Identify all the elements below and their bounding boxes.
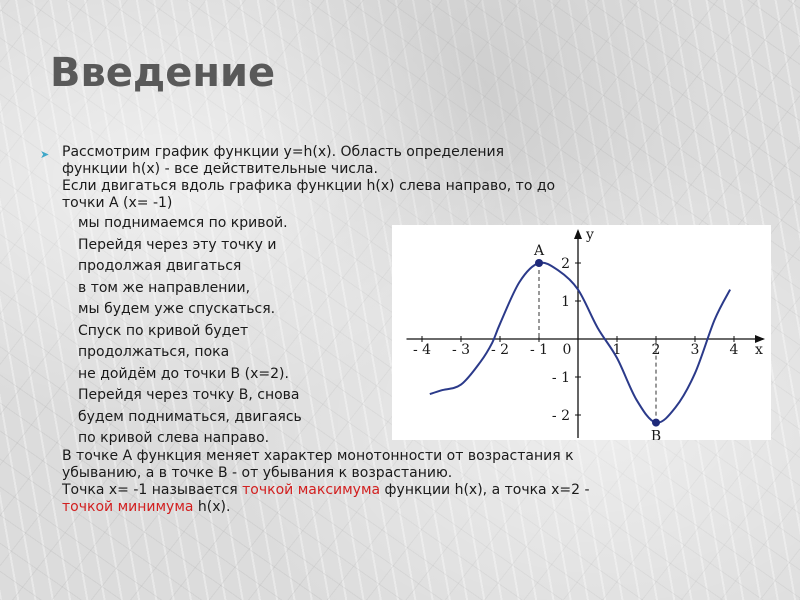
extremum-point (652, 419, 660, 427)
function-graph-svg (392, 225, 771, 440)
x-tick-label: - 4 (412, 342, 432, 358)
point-label: B (650, 428, 662, 440)
x-tick-label: 2 (651, 342, 661, 358)
x-axis-label: x (755, 342, 763, 358)
indented-line: Перейдя через эту точку и (78, 236, 277, 253)
indented-line: не дойдём до точки В (х=2). (78, 365, 289, 382)
indented-line: будем подниматься, двигаясь (78, 408, 302, 425)
indented-line: мы поднимаемся по кривой. (78, 215, 288, 231)
origin-label: 0 (562, 342, 572, 358)
x-tick-label: 1 (612, 342, 622, 358)
indented-line: продолжая двигаться (78, 258, 242, 274)
x-tick-label: 4 (729, 342, 739, 358)
x-tick-label: 3 (690, 342, 700, 358)
x-tick-label: - 3 (451, 342, 471, 358)
function-curve (430, 263, 730, 423)
conclusion-line-4 (62, 499, 742, 516)
conclusion-paragraph (62, 448, 742, 516)
x-tick-label: - 2 (490, 342, 510, 358)
point-label: A (533, 243, 545, 259)
y-tick-label: - 2 (551, 408, 570, 424)
conclusion-text: h(x). (193, 499, 231, 515)
y-tick-label: 1 (561, 294, 570, 310)
conclusion-line-1: В точке А функция меняет характер монотонности от возрастания к (62, 448, 574, 464)
min-point-term: точкой минимума (62, 499, 194, 515)
y-axis-label: y (586, 227, 594, 243)
bullet-arrow-icon: ➤ (40, 148, 50, 161)
indented-line: мы будем уже спускаться. (78, 301, 276, 317)
function-graph (392, 225, 771, 440)
intro-line-3: Если двигаться вдоль графика функции h(x) слева направо, то до (62, 178, 556, 194)
slide-title: Введение (50, 50, 276, 96)
y-axis-arrow-icon (574, 229, 582, 239)
indented-line: по кривой слева направо. (78, 430, 270, 446)
intro-paragraph (62, 144, 722, 212)
conclusion-text: функции h(x), а точка х=2 - (380, 482, 590, 498)
indented-line: Спуск по кривой будет (78, 322, 249, 339)
intro-line-4: точки А (х= -1) (62, 195, 173, 211)
intro-line-1: Рассмотрим график функции у=h(х). Область определения (62, 144, 505, 160)
conclusion-text: Точка х= -1 называется (62, 482, 243, 498)
y-tick-label: 2 (561, 256, 570, 272)
max-point-term: точкой максимума (242, 482, 381, 498)
indented-line: продолжаться, пока (78, 344, 230, 360)
indented-line: Перейдя через точку В, снова (78, 387, 300, 403)
y-tick-label: - 1 (551, 370, 570, 386)
conclusion-line-2: убыванию, а в точке В - от убывания к возрастанию. (62, 465, 453, 481)
x-tick-label: - 1 (529, 342, 549, 358)
indented-line: в том же направлении, (78, 279, 251, 296)
extremum-point (535, 259, 543, 267)
intro-line-2: функции h(x) - все действительные числа. (62, 161, 378, 177)
indented-explanation (78, 213, 378, 450)
conclusion-line-3 (62, 482, 742, 499)
